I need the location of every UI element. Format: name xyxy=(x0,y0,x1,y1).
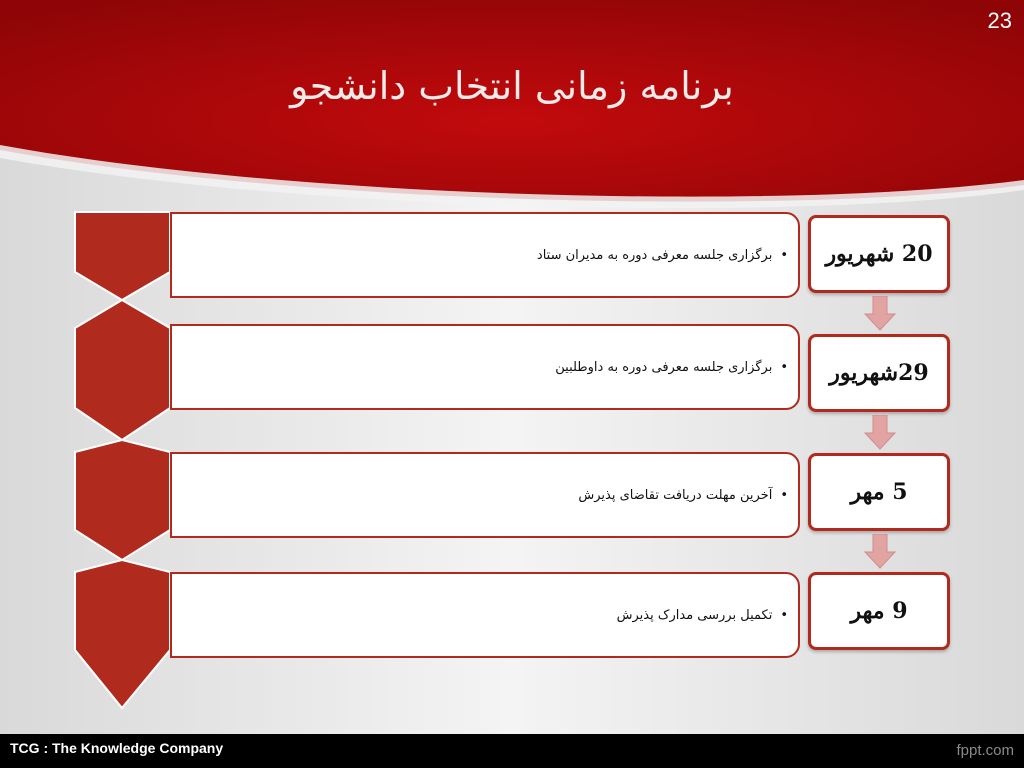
chevron-4 xyxy=(75,560,170,708)
row-description: • تکمیل بررسی مدارک پذیرش xyxy=(617,608,788,623)
arrow-down-icon xyxy=(864,415,896,451)
row-description: • آخرین مهلت دریافت تقاضای پذیرش xyxy=(578,488,788,503)
timeline-row xyxy=(170,324,800,410)
date-box: 29شهریور xyxy=(808,334,950,412)
timeline-row xyxy=(170,452,800,538)
chevron-1 xyxy=(75,212,170,300)
timeline-row xyxy=(170,572,800,658)
arrow-down-icon xyxy=(864,534,896,570)
date-box: 5 مهر xyxy=(808,453,950,531)
date-box: 9 مهر xyxy=(808,572,950,650)
timeline-row xyxy=(170,212,800,298)
footer-watermark: fppt.com xyxy=(956,742,1014,759)
page-title: برنامه زمانی انتخاب دانشجو xyxy=(290,64,734,108)
footer-bar xyxy=(0,734,1024,768)
chevron-2 xyxy=(75,300,170,440)
row-description: • برگزاری جلسه معرفی دوره به مدیران ستاد xyxy=(537,248,788,263)
row-description: • برگزاری جلسه معرفی دوره به داوطلبین xyxy=(555,360,788,375)
chevron-3 xyxy=(75,440,170,560)
slide-number: 23 xyxy=(987,8,1012,33)
footer-company: TCG : The Knowledge Company xyxy=(10,740,224,756)
arrow-down-icon xyxy=(864,296,896,332)
date-box: 20 شهریور xyxy=(808,215,950,293)
